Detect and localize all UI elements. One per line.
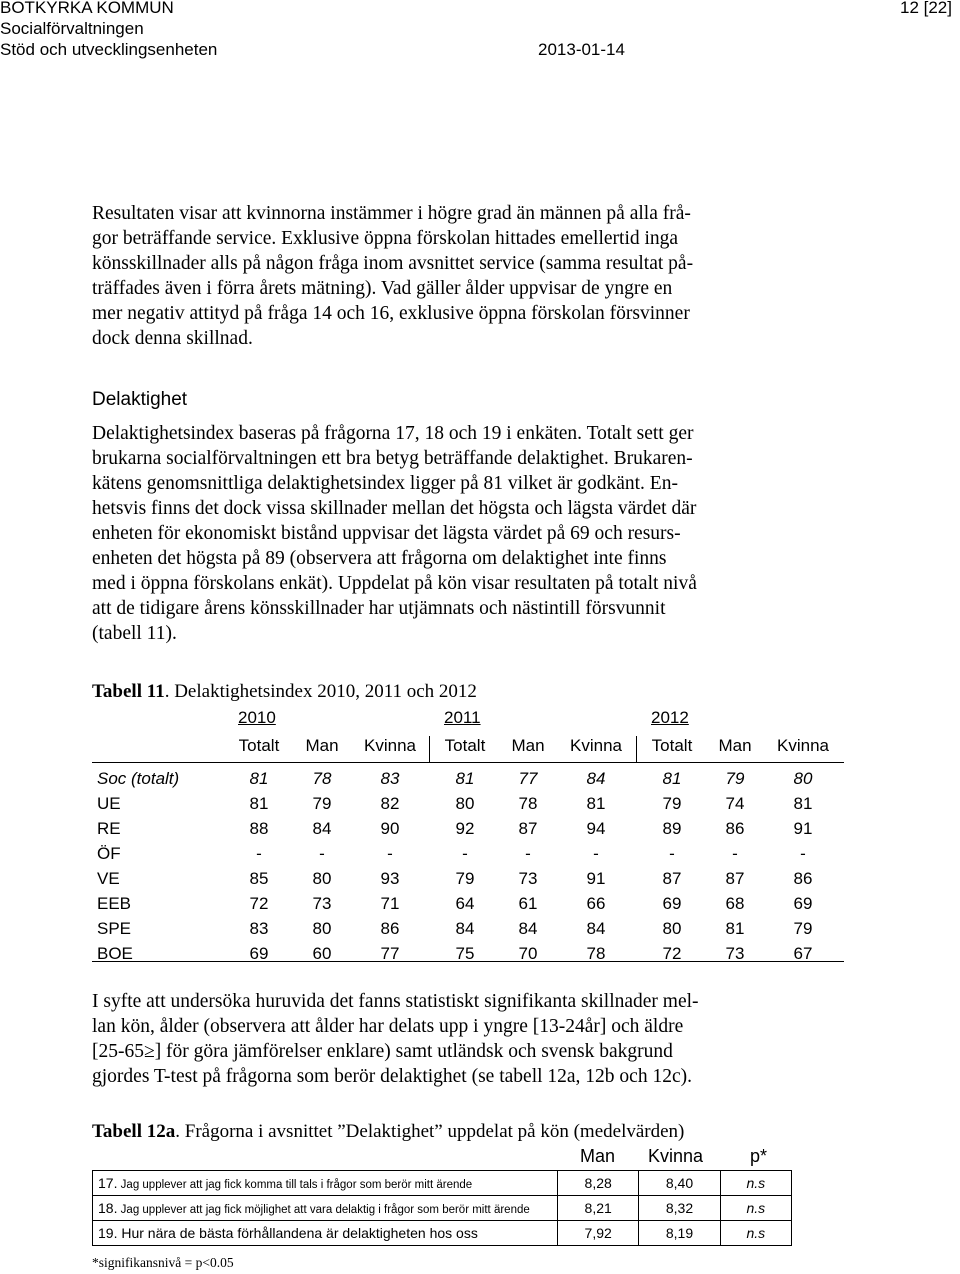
table-cell: 81 <box>249 794 269 813</box>
row-label: ÖF <box>97 844 121 863</box>
value-kvinna: 8,32 <box>639 1196 720 1221</box>
text-line: lan kön, ålder (observera att ålder har delats upp i yngre [13-24år] och äldre <box>92 1016 684 1037</box>
table-cell: - <box>732 844 738 863</box>
table-cell: 79 <box>455 869 475 888</box>
table-cell: - <box>256 844 262 863</box>
paragraph-ttest <box>92 989 832 1089</box>
org-name: BOTKYRKA KOMMUN <box>0 0 174 17</box>
table-cell: 91 <box>793 819 813 838</box>
table-cell: 86 <box>380 919 400 938</box>
text-line: könsskillnader alls på någon fråga inom avsnittet service (samma resultat på- <box>92 253 694 274</box>
table-cell: 88 <box>249 819 269 838</box>
column-header: Totalt <box>651 736 693 755</box>
text-line: dock denna skillnad. <box>92 328 253 349</box>
row-label: RE <box>97 819 121 838</box>
table12-caption-text: . Frågorna i avsnittet ”Delaktighet” uppdelat på kön (medelvärden) <box>175 1121 685 1142</box>
row-label: UE <box>97 794 121 813</box>
table-cell: 79 <box>662 794 682 813</box>
table-cell: 71 <box>380 894 400 913</box>
paragraph-service <box>92 201 832 351</box>
table-cell: 69 <box>662 894 682 913</box>
table-cell: 85 <box>249 869 269 888</box>
column-header: Totalt <box>444 736 486 755</box>
table-cell: 87 <box>662 869 682 888</box>
text-line: enheten för ekonomiskt bistånd uppvisar det lägsta värdet på 69 och resurs- <box>92 523 681 544</box>
table-cell: 84 <box>518 919 538 938</box>
table-cell: 87 <box>518 819 538 838</box>
table-cell: 80 <box>312 919 332 938</box>
value-p: n.s <box>720 1171 791 1196</box>
table12-header-man: Man <box>580 1146 616 1166</box>
table-cell: 72 <box>249 894 269 913</box>
table-cell: 82 <box>380 794 400 813</box>
table-cell: 90 <box>380 819 400 838</box>
table-cell: - <box>462 844 468 863</box>
question-number: 17. <box>98 1175 118 1191</box>
question-text: Jag upplever att jag fick möjlighet att vara delaktig i frågor som berör mitt ärende <box>120 1204 530 1216</box>
column-header: Man <box>511 736 545 755</box>
table-cell: 64 <box>455 894 475 913</box>
text-line: Delaktighetsindex baseras på frågorna 17, 18 och 19 i enkäten. Totalt sett ger <box>92 423 694 444</box>
table-row <box>92 916 844 941</box>
column-header: Kvinna <box>570 736 622 755</box>
table12-header-p: p* <box>750 1146 768 1166</box>
table-cell: - <box>525 844 531 863</box>
table-cell: 60 <box>312 944 332 963</box>
table-cell: 94 <box>586 819 606 838</box>
table-cell: 80 <box>455 794 475 813</box>
text-line: att de tidigare årens könsskillnader har utjämnats och nästintill försvunnit <box>92 598 666 619</box>
text-line: med i öppna förskolans enkät). Uppdelat på kön visar resultaten på totalt nivå <box>92 573 697 594</box>
document-date: 2013-01-14 <box>538 40 625 59</box>
column-divider <box>636 736 637 762</box>
table11-caption-label: Tabell 11 <box>92 681 165 702</box>
table-row <box>92 941 844 966</box>
table-cell: 80 <box>312 869 332 888</box>
value-p: n.s <box>720 1221 791 1246</box>
table11-bottom-rule <box>92 961 844 962</box>
value-man: 8,28 <box>557 1171 638 1196</box>
year-header: 2011 <box>444 708 481 727</box>
table-cell: 81 <box>249 769 269 788</box>
table-cell: 80 <box>662 919 682 938</box>
table-cell: 72 <box>662 944 682 963</box>
table-cell: 83 <box>380 769 400 788</box>
text-line: gjordes T-test på frågorna som berör delaktighet (se tabell 12a, 12b och 12c). <box>92 1066 692 1087</box>
table-cell: 93 <box>380 869 400 888</box>
text-line: Resultaten visar att kvinnorna instämmer i högre grad än männen på alla frå- <box>92 203 691 224</box>
column-header: Man <box>718 736 752 755</box>
table-cell: 77 <box>518 769 538 788</box>
table-cell: 84 <box>455 919 475 938</box>
table12-caption <box>92 1120 684 1144</box>
table11-subheader-row <box>92 736 844 763</box>
table-cell: 69 <box>793 894 813 913</box>
column-divider <box>429 736 430 762</box>
table-cell: 86 <box>725 819 745 838</box>
question-number: 18. <box>98 1200 118 1216</box>
table12-header-kvinna: Kvinna <box>648 1146 704 1166</box>
text-line: enheten det högsta på 89 (observera att frågorna om delaktighet inte finns <box>92 548 667 569</box>
table-cell: 81 <box>662 769 682 788</box>
table-cell: 87 <box>725 869 745 888</box>
value-p: n.s <box>720 1196 791 1221</box>
table-cell: 79 <box>312 794 332 813</box>
text-line: [25-65≥] för göra jämförelser enklare) samt utländsk och svensk bakgrund <box>92 1041 673 1062</box>
table-cell: 78 <box>586 944 606 963</box>
table-cell: 78 <box>518 794 538 813</box>
table-cell: - <box>387 844 393 863</box>
department-name: Socialförvaltningen <box>0 19 144 38</box>
value-kvinna: 8,40 <box>639 1171 720 1196</box>
table-cell: 69 <box>249 944 269 963</box>
text-line: mer negativ attityd på fråga 14 och 16, exklusive öppna förskolan försvinner <box>92 303 690 324</box>
text-line: kätens genomsnittliga delaktighetsindex ligger på 81 vilket är godkänt. En- <box>92 473 678 494</box>
table12-caption-label: Tabell 12a <box>92 1121 176 1142</box>
table-cell: 73 <box>725 944 745 963</box>
row-label: Soc (totalt) <box>97 769 180 788</box>
paragraph-delaktighet <box>92 421 832 646</box>
table-cell: 68 <box>725 894 745 913</box>
question-text: Jag upplever att jag fick komma till tals i frågor som berör mitt ärende <box>120 1179 473 1191</box>
table-row <box>92 891 844 916</box>
question-cell <box>93 1196 558 1221</box>
value-man: 8,21 <box>557 1196 638 1221</box>
row-label: SPE <box>97 919 132 938</box>
table-row <box>93 1171 792 1196</box>
table-cell: 80 <box>793 769 813 788</box>
question-text: Hur nära de bästa förhållandena är delaktigheten hos oss <box>121 1225 478 1241</box>
table-cell: 70 <box>518 944 538 963</box>
text-line: träffades även i förra årets mätning). Vad gäller ålder uppvisar de yngre en <box>92 278 673 299</box>
year-header: 2012 <box>651 708 689 727</box>
question-cell <box>93 1171 558 1196</box>
table-cell: 89 <box>662 819 682 838</box>
text-line: I syfte att undersöka huruvida det fanns statistiskt signifikanta skillnader mel- <box>92 991 699 1012</box>
section-heading: Delaktighet <box>92 389 188 410</box>
table-cell: 79 <box>793 919 813 938</box>
table-cell: 84 <box>586 919 606 938</box>
table12 <box>92 1170 792 1246</box>
table-cell: - <box>319 844 325 863</box>
text-line: brukarna socialförvaltningen ett bra betyg beträffande delaktighet. Brukaren- <box>92 448 693 469</box>
table-row <box>92 866 844 891</box>
year-header: 2010 <box>238 708 276 727</box>
row-label: VE <box>97 869 120 888</box>
unit-name: Stöd och utvecklingsenheten <box>0 40 218 59</box>
text-line: (tabell 11). <box>92 623 177 644</box>
table-cell: 78 <box>312 769 332 788</box>
table-cell: - <box>800 844 806 863</box>
table11-caption-text: . Delaktighetsindex 2010, 2011 och 2012 <box>164 681 477 702</box>
table-cell: 81 <box>793 794 813 813</box>
table-cell: 91 <box>586 869 606 888</box>
table12-footnote: *signifikansnivå = p<0.05 <box>92 1255 234 1270</box>
table-cell: 92 <box>455 819 475 838</box>
column-header: Totalt <box>238 736 280 755</box>
table11-caption <box>92 680 477 704</box>
table-row <box>92 841 844 866</box>
table-cell: 74 <box>725 794 745 813</box>
table-cell: 66 <box>586 894 606 913</box>
value-man: 7,92 <box>557 1221 638 1246</box>
table-cell: 61 <box>518 894 538 913</box>
table-row <box>93 1221 792 1246</box>
table-cell: 67 <box>793 944 813 963</box>
column-header: Kvinna <box>364 736 416 755</box>
table-cell: 84 <box>586 769 606 788</box>
table-cell: 79 <box>725 769 745 788</box>
row-label: BOE <box>97 944 133 963</box>
table-cell: 83 <box>249 919 269 938</box>
table-cell: 81 <box>725 919 745 938</box>
table-cell: - <box>593 844 599 863</box>
table-cell: 73 <box>518 869 538 888</box>
text-line: gor beträffande service. Exklusive öppna förskolan hittades emellertid inga <box>92 228 679 249</box>
text-line: hetsvis finns det dock vissa skillnader mellan det högsta och lägsta värdet där <box>92 498 697 519</box>
table-cell: 77 <box>380 944 400 963</box>
column-header: Man <box>305 736 339 755</box>
page-number: 12 [22] <box>900 0 952 17</box>
table-cell: 81 <box>586 794 606 813</box>
table-cell: 81 <box>455 769 475 788</box>
row-label: EEB <box>97 894 132 913</box>
table-cell: 84 <box>312 819 332 838</box>
value-kvinna: 8,19 <box>639 1221 720 1246</box>
question-cell <box>93 1221 558 1246</box>
column-header: Kvinna <box>777 736 829 755</box>
table-cell: 86 <box>793 869 813 888</box>
table-cell: 73 <box>312 894 332 913</box>
table-cell: 75 <box>455 944 475 963</box>
table-cell: - <box>669 844 675 863</box>
table-row <box>92 816 844 841</box>
table-row <box>92 791 844 816</box>
table-row <box>92 766 844 791</box>
question-number: 19. <box>98 1225 118 1241</box>
table-row <box>93 1196 792 1221</box>
